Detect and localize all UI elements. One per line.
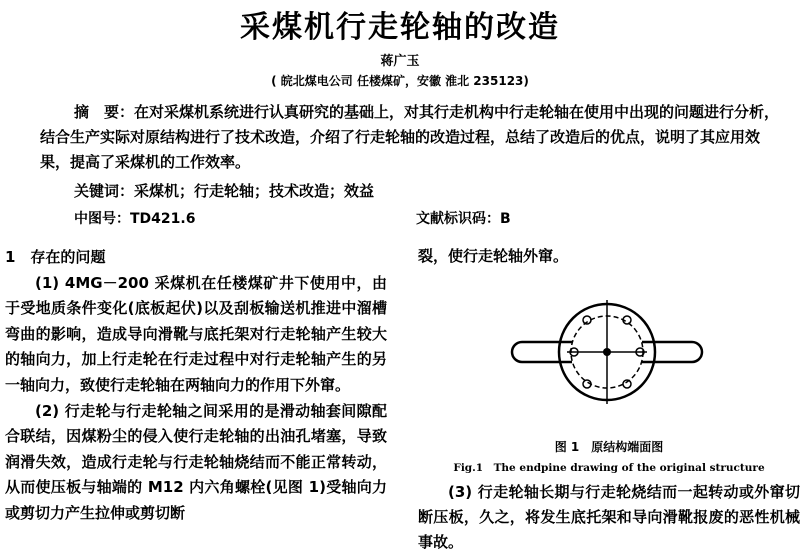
doc-code-label: 文献标识码： — [416, 211, 500, 227]
clc-label: 中图号： — [74, 211, 130, 227]
keywords-label: 关键词： — [74, 182, 135, 200]
paragraph-3: (3) 行走轮轴长期与行走轮烧结而一起转动或外窜切断压板，久之，将发生底托架和导向滑靴报废的恶性机械事故。 — [418, 483, 800, 551]
end-view-drawing — [492, 300, 722, 430]
abstract-text: 在对采煤机系统进行认真研究的基础上，对其行走机构中行走轮轴在使用中出现的问题进行分析，结合生产实际对原结构进行了技术改造，介绍了行走轮轴的改造过程，总结了改造后的优点，说明了其应用效果，提高了采煤机的工作效率。 — [40, 103, 780, 171]
abstract-label: 摘 要： — [74, 103, 135, 121]
paragraph-2: (2) 行走轮与行走轮轴之间采用的是滑动轴套间隙配合联结，因煤粉尘的侵入使行走轮轴的出油孔堵塞，导致润滑失效，造成行走轮与行走轮轴烧结而不能正常转动，从而使压板与轴端的 M12 内六角螺栓(见图 1)受轴向力或剪切力产生拉伸或剪切断 — [5, 401, 387, 522]
author: 蒋广玉 — [380, 54, 420, 69]
document-code — [416, 208, 511, 228]
clc-value: TD421.6 — [130, 211, 196, 227]
affiliation: ( 皖北煤电公司 任楼煤矿，安徽 淮北 235123) — [271, 74, 529, 88]
right-column-continuation: 裂，使行走轮轴外窜。 — [418, 247, 569, 265]
paragraph-1: (1) 4MG－200 采煤机在任楼煤矿井下使用中，由于受地质条件变化(底板起伏)以及刮板输送机推进中溜槽弯曲的影响，造成导向滑靴与底托架对行走轮轴产生较大的轴向力，加上行走轮在行走过程中对行走轮轴产生的另一轴向力，致使行走轮轴在两轴向力的作用下外窜。 — [5, 273, 387, 394]
section-heading: 1 存在的问题 — [5, 248, 106, 266]
doc-code-value: B — [500, 211, 511, 227]
clc-number — [74, 208, 195, 228]
figure-1-drawing — [492, 300, 722, 434]
paper-title: 采煤机行走轮轴的改造 — [240, 10, 560, 45]
left-column — [5, 245, 387, 527]
keywords — [74, 180, 374, 201]
keywords-text: 采煤机；行走轮轴；技术改造；效益 — [134, 182, 375, 200]
abstract — [40, 100, 780, 175]
figure-caption-cn: 图 1 原结构端面图 — [554, 440, 664, 454]
figure-caption-en: Fig.1 The endpine drawing of the original structure — [453, 462, 765, 474]
